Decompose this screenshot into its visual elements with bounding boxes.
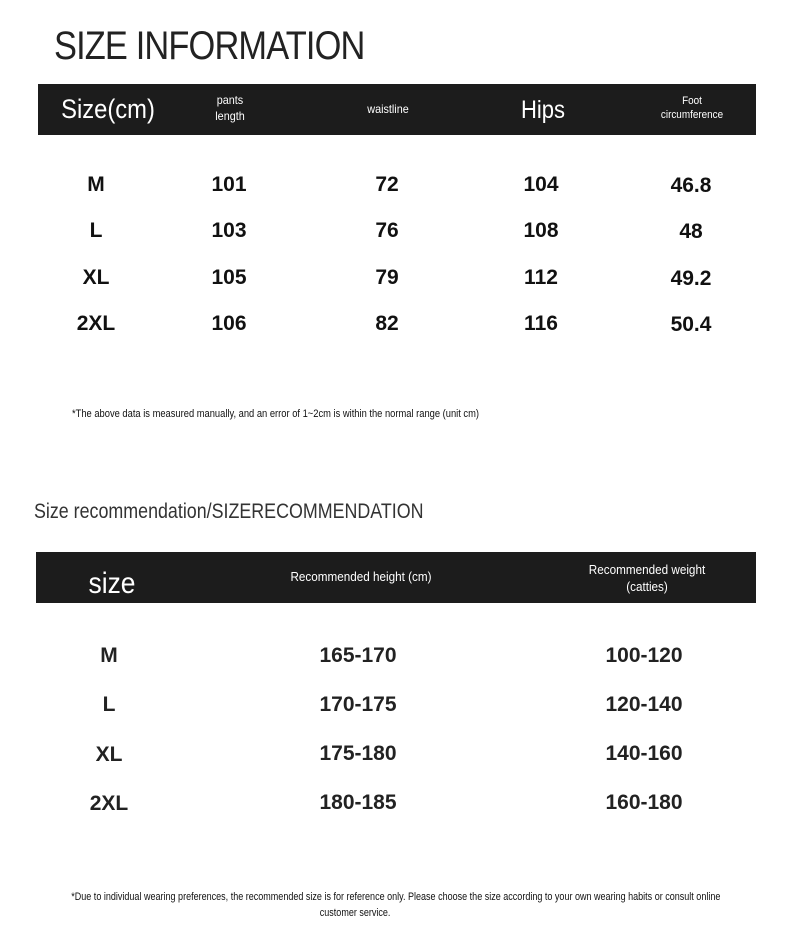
header-pants-length: pants length xyxy=(215,93,245,123)
recommendation-table-header xyxy=(36,552,756,603)
header-hips: Hips xyxy=(520,96,566,124)
footnote: *Due to individual wearing preferences, the recommended size is for reference only. Please choose the size according to your own wearing habits or consult online customer service. xyxy=(71,891,721,919)
header-waistline: waistline xyxy=(367,102,409,116)
header-recommended-height: Recommended height (cm) xyxy=(290,569,432,584)
measurement-note: *The above data is measured manually, and an error of 1~2cm is within the normal range (unit cm) xyxy=(72,408,480,420)
recommendation-title: Size recommendation/SIZERECOMMENDATION xyxy=(34,500,424,523)
header-size: Size(cm) xyxy=(61,94,155,124)
header-foot-circumference: Foot circumference xyxy=(660,95,724,122)
page-title: SIZE INFORMATION xyxy=(54,24,365,68)
header-recommended-weight: Recommended weight (catties) xyxy=(588,562,706,594)
header-size: size xyxy=(88,567,136,600)
size-table-header xyxy=(38,84,756,135)
